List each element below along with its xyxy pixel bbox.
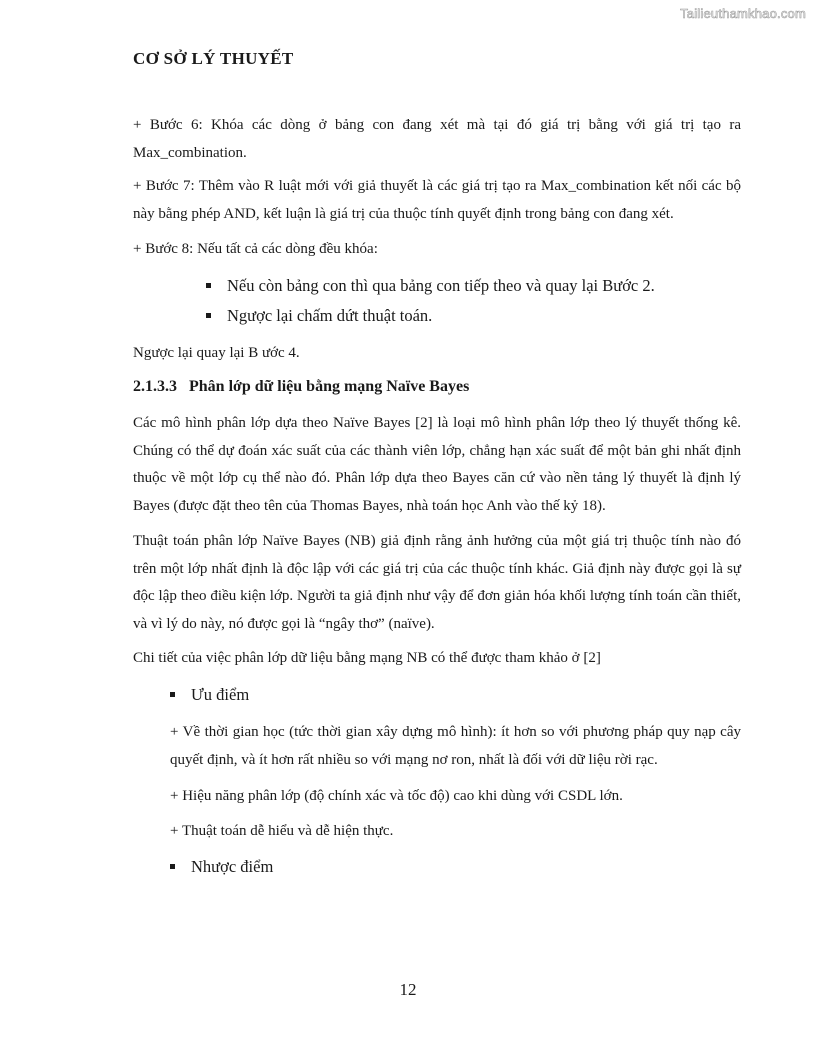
cons-title: Nhược điểm xyxy=(191,857,274,876)
bullet-square-icon xyxy=(170,692,175,697)
section-title: Phân lớp dữ liệu bằng mạng Naïve Bayes xyxy=(189,378,470,395)
list-item-text: Ngược lại chấm dứt thuật toán. xyxy=(227,306,433,325)
bullet-square-icon xyxy=(206,283,211,288)
pros-item-performance: + Hiệu năng phân lớp (độ chính xác và tốc độ) cao khi dùng với CSDL lớn. xyxy=(170,788,623,804)
bullet-square-icon xyxy=(206,313,211,318)
pros-title: Ưu điểm xyxy=(191,685,250,704)
naive-bayes-assumption-paragraph: Thuật toán phân lớp Naïve Bayes (NB) giả định rằng ảnh hưởng của một giá trị thuộc tính nào đó trên một lớp nhất định là độc lập với các giá trị của các thuộc tính khác. Giả định này được gọi là sự độc lập theo điều kiện lớp. Người ta giả định như vậy để đơn giản hóa khối lượng tính toán cần thiết, và vì lý do này, nó được gọi là “ngây thơ” (naïve). xyxy=(133,533,741,632)
step-7-paragraph: + Bước 7: Thêm vào R luật mới với giả thuyết là các giá trị tạo ra Max_combination kết nối các bộ này bằng phép AND, kết luận là giá trị của thuộc tính quyết định trong bảng con đang xét. xyxy=(133,178,741,222)
cons-heading xyxy=(170,857,273,877)
pros-item-simplicity: + Thuật toán dễ hiểu và dễ hiện thực. xyxy=(170,823,394,839)
page-header-title: CƠ SỞ LÝ THUYẾT xyxy=(133,49,294,68)
step-8-paragraph: + Bước 8: Nếu tất cả các dòng đều khóa: xyxy=(133,241,378,257)
pros-item-learning-time: + Về thời gian học (tức thời gian xây dựng mô hình): ít hơn so với phương pháp quy nạp cây quyết định, và ít hơn rất nhiều so với mạng nơ ron, nhất là đối với dữ liệu rời rạc. xyxy=(170,724,741,768)
watermark: Tailieuthamkhao.com xyxy=(680,6,806,21)
pros-heading xyxy=(170,685,249,705)
step-6-paragraph: + Bước 6: Khóa các dòng ở bảng con đang xét mà tại đó giá trị bằng với giá trị tạo ra Max_combination. xyxy=(133,117,741,161)
bullet-square-icon xyxy=(170,864,175,869)
page-number: 12 xyxy=(399,980,417,999)
section-number: 2.1.3.3 xyxy=(133,378,177,395)
else-paragraph: Ngược lại quay lại B ước 4. xyxy=(133,345,300,361)
reference-paragraph: Chi tiết của việc phân lớp dữ liệu bằng mạng NB có thể được tham khảo ở [2] xyxy=(133,650,601,666)
naive-bayes-intro-paragraph: Các mô hình phân lớp dựa theo Naïve Bayes [2] là loại mô hình phân lớp theo lý thuyết thống kê. Chúng có thể dự đoán xác suất của các thành viên lớp, chẳng hạn xác suất để một bản ghi nhất định thuộc về một lớp cụ thể nào đó. Phân lớp dựa theo Bayes căn cứ vào nền tảng lý thuyết là định lý Bayes (được đặt theo tên của Thomas Bayes, nhà toán học Anh vào thế kỷ 18). xyxy=(133,415,741,514)
list-item xyxy=(206,276,655,296)
section-heading xyxy=(133,378,469,396)
list-item-text: Nếu còn bảng con thì qua bảng con tiếp theo và quay lại Bước 2. xyxy=(227,276,655,295)
list-item xyxy=(206,306,432,326)
